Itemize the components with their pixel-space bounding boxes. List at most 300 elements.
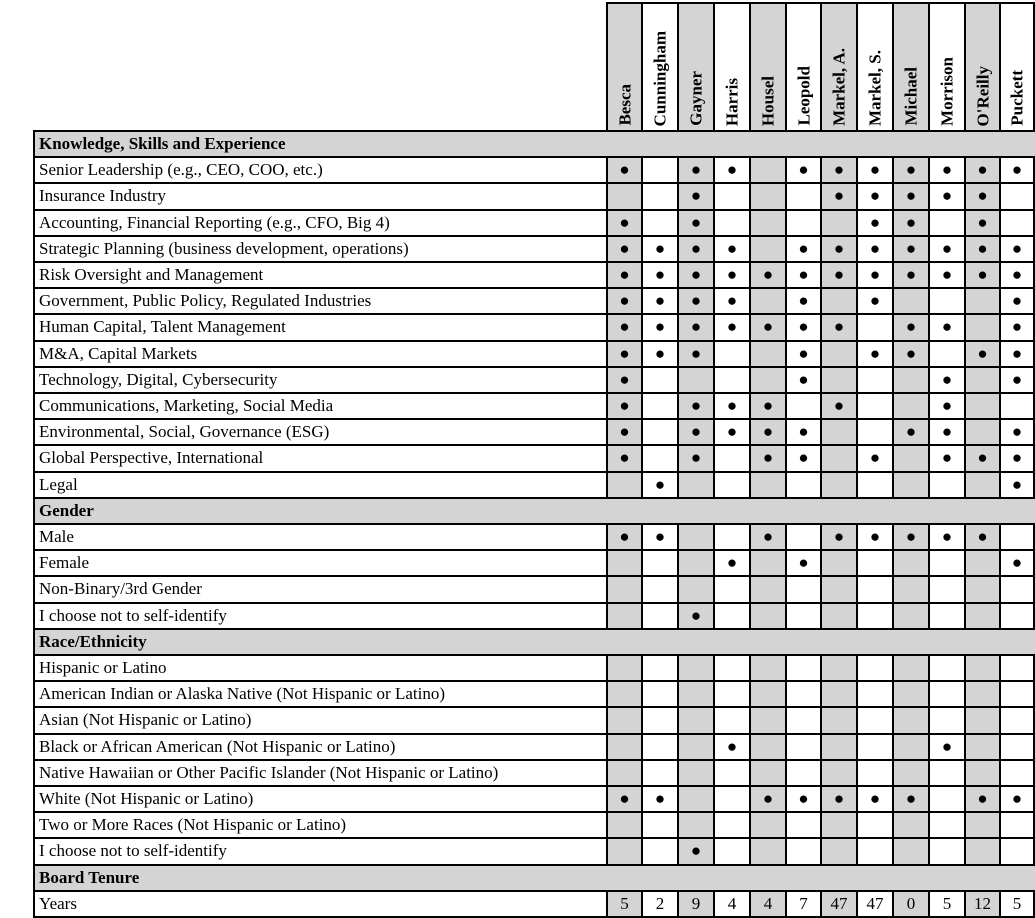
matrix-cell <box>785 471 820 497</box>
matrix-cell: ● <box>785 444 820 470</box>
matrix-cell <box>928 471 964 497</box>
matrix-cell: ● <box>785 235 820 261</box>
matrix-cell: ● <box>677 235 713 261</box>
matrix-cell <box>749 680 785 706</box>
matrix-cell <box>964 733 999 759</box>
matrix-cell <box>964 366 999 392</box>
column-header-label: Michael <box>901 67 921 126</box>
matrix-cell <box>606 680 641 706</box>
column-header-label: Besca <box>615 84 634 126</box>
matrix-cell <box>677 706 713 732</box>
matrix-cell <box>641 156 677 182</box>
matrix-cell <box>999 575 1035 601</box>
matrix-cell <box>785 654 820 680</box>
matrix-cell: ● <box>749 444 785 470</box>
row-label: Two or More Races (Not Hispanic or Latino) <box>33 811 606 837</box>
matrix-cell <box>749 549 785 575</box>
matrix-cell <box>856 549 892 575</box>
matrix-cell <box>964 837 999 863</box>
matrix-cell <box>641 837 677 863</box>
column-header-gayner <box>677 2 713 130</box>
row-label: White (Not Hispanic or Latino) <box>33 785 606 811</box>
matrix-cell <box>749 182 785 208</box>
matrix-cell: ● <box>999 418 1035 444</box>
matrix-cell <box>964 418 999 444</box>
matrix-cell: ● <box>964 209 999 235</box>
matrix-cell: ● <box>928 444 964 470</box>
matrix-cell: ● <box>677 182 713 208</box>
matrix-cell: ● <box>749 523 785 549</box>
matrix-cell <box>964 392 999 418</box>
matrix-cell: ● <box>641 523 677 549</box>
matrix-cell: ● <box>785 156 820 182</box>
matrix-cell: ● <box>749 418 785 444</box>
matrix-cell: 5 <box>606 890 641 916</box>
matrix-cell <box>749 235 785 261</box>
matrix-cell <box>999 759 1035 785</box>
matrix-cell <box>999 392 1035 418</box>
matrix-cell: ● <box>928 523 964 549</box>
matrix-cell <box>999 654 1035 680</box>
column-header-label: Cunningham <box>650 30 670 126</box>
row-label: Insurance Industry <box>33 182 606 208</box>
matrix-cell: 5 <box>999 890 1035 916</box>
matrix-cell <box>892 602 928 628</box>
matrix-cell <box>641 182 677 208</box>
matrix-cell <box>785 706 820 732</box>
matrix-cell: ● <box>928 313 964 339</box>
matrix-cell: ● <box>606 785 641 811</box>
matrix-cell: ● <box>856 523 892 549</box>
matrix-cell <box>749 287 785 313</box>
matrix-cell: ● <box>785 366 820 392</box>
matrix-cell <box>892 366 928 392</box>
matrix-cell <box>964 471 999 497</box>
matrix-cell <box>677 733 713 759</box>
matrix-cell <box>892 444 928 470</box>
matrix-cell: ● <box>964 156 999 182</box>
matrix-cell: ● <box>928 366 964 392</box>
matrix-cell <box>928 209 964 235</box>
matrix-cell <box>749 759 785 785</box>
matrix-cell: ● <box>677 444 713 470</box>
matrix-cell: ● <box>964 444 999 470</box>
matrix-cell <box>641 444 677 470</box>
matrix-cell <box>641 680 677 706</box>
matrix-cell <box>785 523 820 549</box>
matrix-cell: ● <box>964 523 999 549</box>
matrix-cell <box>606 471 641 497</box>
column-header-housel <box>749 2 785 130</box>
matrix-cell <box>785 575 820 601</box>
matrix-cell <box>713 811 749 837</box>
matrix-cell <box>928 811 964 837</box>
matrix-cell <box>749 733 785 759</box>
matrix-cell: ● <box>892 523 928 549</box>
matrix-cell <box>677 523 713 549</box>
matrix-cell <box>892 392 928 418</box>
row-label: I choose not to self-identify <box>33 837 606 863</box>
column-header-label: Harris <box>722 77 742 126</box>
matrix-cell: ● <box>677 156 713 182</box>
row-label: M&A, Capital Markets <box>33 340 606 366</box>
column-header-harris <box>713 2 749 130</box>
matrix-cell <box>820 602 856 628</box>
matrix-cell: ● <box>999 549 1035 575</box>
matrix-cell <box>999 182 1035 208</box>
matrix-cell <box>677 680 713 706</box>
matrix-cell <box>999 706 1035 732</box>
matrix-cell: ● <box>641 235 677 261</box>
matrix-cell: ● <box>677 287 713 313</box>
matrix-cell: ● <box>856 785 892 811</box>
matrix-cell <box>641 759 677 785</box>
matrix-cell: ● <box>892 235 928 261</box>
matrix-cell: ● <box>999 471 1035 497</box>
matrix-cell: ● <box>928 156 964 182</box>
matrix-cell <box>820 759 856 785</box>
matrix-cell: ● <box>999 785 1035 811</box>
matrix-cell <box>999 680 1035 706</box>
matrix-cell <box>999 523 1035 549</box>
column-header-besca <box>606 2 641 130</box>
row-label: American Indian or Alaska Native (Not Hispanic or Latino) <box>33 680 606 706</box>
column-header-leopold <box>785 2 820 130</box>
matrix-cell: ● <box>892 785 928 811</box>
matrix-cell: ● <box>964 235 999 261</box>
matrix-cell <box>892 654 928 680</box>
matrix-cell <box>964 706 999 732</box>
matrix-cell <box>606 575 641 601</box>
column-header-michael <box>892 2 928 130</box>
matrix-cell: ● <box>606 340 641 366</box>
matrix-cell <box>606 733 641 759</box>
matrix-cell <box>749 366 785 392</box>
matrix-cell <box>999 733 1035 759</box>
row-label: Male <box>33 523 606 549</box>
matrix-cell: 12 <box>964 890 999 916</box>
matrix-cell <box>641 811 677 837</box>
matrix-cell <box>892 759 928 785</box>
matrix-cell <box>820 706 856 732</box>
section-header-race-ethnicity: Race/Ethnicity <box>33 628 1035 654</box>
matrix-cell: ● <box>713 418 749 444</box>
matrix-cell: ● <box>677 392 713 418</box>
matrix-cell <box>820 811 856 837</box>
matrix-cell: ● <box>641 471 677 497</box>
matrix-cell <box>964 680 999 706</box>
matrix-cell <box>785 733 820 759</box>
matrix-cell: ● <box>820 785 856 811</box>
matrix-cell: 9 <box>677 890 713 916</box>
matrix-cell: ● <box>964 340 999 366</box>
matrix-cell: ● <box>820 182 856 208</box>
matrix-cell: ● <box>928 235 964 261</box>
matrix-cell <box>964 313 999 339</box>
matrix-cell: 47 <box>820 890 856 916</box>
matrix-cell: ● <box>677 340 713 366</box>
matrix-cell <box>964 602 999 628</box>
row-label: Native Hawaiian or Other Pacific Islander (Not Hispanic or Latino) <box>33 759 606 785</box>
matrix-cell: 7 <box>785 890 820 916</box>
matrix-cell <box>713 340 749 366</box>
matrix-cell <box>820 680 856 706</box>
matrix-cell <box>928 785 964 811</box>
matrix-cell <box>606 549 641 575</box>
matrix-cell <box>713 706 749 732</box>
matrix-cell: ● <box>606 523 641 549</box>
matrix-cell <box>785 209 820 235</box>
matrix-cell <box>606 602 641 628</box>
matrix-cell <box>713 471 749 497</box>
matrix-cell: ● <box>713 287 749 313</box>
matrix-cell <box>749 575 785 601</box>
matrix-cell <box>856 837 892 863</box>
matrix-cell <box>713 759 749 785</box>
row-label: Years <box>33 890 606 916</box>
matrix-cell <box>713 523 749 549</box>
matrix-cell: ● <box>713 733 749 759</box>
matrix-cell <box>928 287 964 313</box>
matrix-cell <box>892 733 928 759</box>
matrix-cell <box>928 706 964 732</box>
column-header-label: Gayner <box>686 71 706 126</box>
matrix-cell <box>820 549 856 575</box>
matrix-cell <box>713 680 749 706</box>
matrix-cell: ● <box>892 156 928 182</box>
matrix-cell: ● <box>749 392 785 418</box>
matrix-cell <box>749 156 785 182</box>
matrix-cell: ● <box>999 340 1035 366</box>
matrix-cell: ● <box>999 235 1035 261</box>
matrix-cell <box>964 759 999 785</box>
matrix-cell: ● <box>606 313 641 339</box>
matrix-cell: ● <box>928 733 964 759</box>
matrix-cell <box>928 837 964 863</box>
matrix-cell <box>892 471 928 497</box>
matrix-cell <box>928 654 964 680</box>
matrix-cell <box>677 471 713 497</box>
matrix-cell <box>856 366 892 392</box>
matrix-cell <box>928 602 964 628</box>
matrix-cell <box>928 549 964 575</box>
column-header-label: Housel <box>758 75 778 126</box>
column-header-morrison <box>928 2 964 130</box>
matrix-cell: ● <box>856 340 892 366</box>
matrix-cell: ● <box>785 261 820 287</box>
matrix-cell: ● <box>641 340 677 366</box>
matrix-cell: ● <box>856 444 892 470</box>
matrix-cell <box>641 366 677 392</box>
matrix-cell <box>785 680 820 706</box>
matrix-cell <box>856 602 892 628</box>
matrix-cell: ● <box>999 366 1035 392</box>
column-header-label: Morrison <box>937 57 957 126</box>
matrix-cell: ● <box>856 287 892 313</box>
matrix-cell <box>713 366 749 392</box>
section-header-knowledge-skills-and-experience: Knowledge, Skills and Experience <box>33 130 1035 156</box>
matrix-cell: ● <box>641 313 677 339</box>
matrix-cell: ● <box>964 785 999 811</box>
column-header-markel-s <box>856 2 892 130</box>
row-label: Asian (Not Hispanic or Latino) <box>33 706 606 732</box>
matrix-cell <box>713 209 749 235</box>
matrix-cell: ● <box>892 313 928 339</box>
matrix-cell <box>641 602 677 628</box>
matrix-cell: ● <box>641 261 677 287</box>
matrix-cell: ● <box>606 156 641 182</box>
row-label: Senior Leadership (e.g., CEO, COO, etc.) <box>33 156 606 182</box>
matrix-cell: 0 <box>892 890 928 916</box>
matrix-cell: ● <box>785 313 820 339</box>
matrix-cell: 4 <box>713 890 749 916</box>
matrix-cell <box>820 837 856 863</box>
section-header-gender: Gender <box>33 497 1035 523</box>
matrix-cell <box>928 575 964 601</box>
matrix-cell: ● <box>999 444 1035 470</box>
column-header-label: Markel, A. <box>829 48 849 126</box>
row-label: Hispanic or Latino <box>33 654 606 680</box>
matrix-cell <box>713 182 749 208</box>
matrix-cell <box>606 759 641 785</box>
matrix-cell <box>677 366 713 392</box>
matrix-cell: ● <box>785 418 820 444</box>
matrix-cell <box>928 759 964 785</box>
matrix-cell: 4 <box>749 890 785 916</box>
matrix-cell <box>713 444 749 470</box>
row-label: Human Capital, Talent Management <box>33 313 606 339</box>
matrix-cell <box>641 392 677 418</box>
matrix-cell: ● <box>713 549 749 575</box>
column-header-cunningham <box>641 2 677 130</box>
row-label: Risk Oversight and Management <box>33 261 606 287</box>
matrix-cell <box>999 811 1035 837</box>
matrix-cell: ● <box>713 313 749 339</box>
matrix-cell: ● <box>999 261 1035 287</box>
matrix-cell <box>892 287 928 313</box>
matrix-cell <box>856 471 892 497</box>
matrix-cell: ● <box>713 392 749 418</box>
matrix-cell <box>856 654 892 680</box>
matrix-cell: 2 <box>641 890 677 916</box>
matrix-cell <box>820 471 856 497</box>
column-header-o-reilly <box>964 2 999 130</box>
matrix-cell: ● <box>606 209 641 235</box>
matrix-cell: ● <box>892 340 928 366</box>
matrix-cell <box>677 575 713 601</box>
matrix-cell <box>677 654 713 680</box>
row-label: Environmental, Social, Governance (ESG) <box>33 418 606 444</box>
matrix-cell: ● <box>785 340 820 366</box>
matrix-cell <box>856 759 892 785</box>
matrix-cell: ● <box>928 418 964 444</box>
matrix-cell: ● <box>713 156 749 182</box>
matrix-cell: ● <box>785 785 820 811</box>
matrix-cell <box>820 733 856 759</box>
matrix-cell <box>785 602 820 628</box>
matrix-cell <box>641 733 677 759</box>
matrix-cell <box>749 602 785 628</box>
column-header-label: Puckett <box>1007 70 1027 126</box>
matrix-cell: ● <box>856 182 892 208</box>
matrix-cell <box>606 811 641 837</box>
matrix-cell <box>999 837 1035 863</box>
matrix-cell: ● <box>749 785 785 811</box>
matrix-cell <box>641 418 677 444</box>
matrix-cell: ● <box>928 392 964 418</box>
matrix-cell <box>785 182 820 208</box>
column-header-markel-a <box>820 2 856 130</box>
matrix-cell <box>856 706 892 732</box>
matrix-cell <box>856 392 892 418</box>
matrix-cell <box>820 575 856 601</box>
matrix-cell: ● <box>892 261 928 287</box>
matrix-cell: ● <box>892 418 928 444</box>
matrix-cell: ● <box>641 287 677 313</box>
matrix-cell <box>820 444 856 470</box>
matrix-cell <box>856 575 892 601</box>
matrix-cell <box>964 549 999 575</box>
matrix-cell: ● <box>856 261 892 287</box>
matrix-cell <box>820 418 856 444</box>
matrix-cell: ● <box>964 182 999 208</box>
matrix-cell <box>641 706 677 732</box>
matrix-cell <box>785 837 820 863</box>
matrix-cell <box>820 340 856 366</box>
matrix-cell <box>999 602 1035 628</box>
matrix-cell <box>641 575 677 601</box>
column-header-puckett <box>999 2 1035 130</box>
matrix-cell: ● <box>713 235 749 261</box>
matrix-cell: ● <box>677 209 713 235</box>
matrix-cell: 5 <box>928 890 964 916</box>
matrix-cell <box>964 575 999 601</box>
matrix-cell <box>749 340 785 366</box>
matrix-cell <box>892 706 928 732</box>
matrix-cell: 47 <box>856 890 892 916</box>
matrix-cell: ● <box>820 261 856 287</box>
matrix-cell <box>892 680 928 706</box>
matrix-cell <box>749 209 785 235</box>
matrix-cell: ● <box>820 235 856 261</box>
column-header-label: O'Reilly <box>973 65 992 126</box>
matrix-cell: ● <box>999 313 1035 339</box>
matrix-cell: ● <box>785 549 820 575</box>
matrix-cell <box>677 549 713 575</box>
matrix-cell <box>820 654 856 680</box>
matrix-cell: ● <box>928 261 964 287</box>
matrix-cell <box>964 287 999 313</box>
matrix-cell: ● <box>928 182 964 208</box>
row-label: I choose not to self-identify <box>33 602 606 628</box>
matrix-cell <box>713 575 749 601</box>
matrix-cell: ● <box>820 313 856 339</box>
matrix-cell: ● <box>820 392 856 418</box>
matrix-cell: ● <box>677 418 713 444</box>
matrix-cell <box>713 654 749 680</box>
row-label: Black or African American (Not Hispanic or Latino) <box>33 733 606 759</box>
matrix-cell: ● <box>820 523 856 549</box>
row-label: Non-Binary/3rd Gender <box>33 575 606 601</box>
matrix-cell <box>892 549 928 575</box>
matrix-cell <box>964 811 999 837</box>
matrix-cell: ● <box>606 392 641 418</box>
matrix-cell: ● <box>606 235 641 261</box>
matrix-cell <box>856 811 892 837</box>
matrix-cell: ● <box>713 261 749 287</box>
matrix-cell: ● <box>999 287 1035 313</box>
matrix-cell <box>892 575 928 601</box>
